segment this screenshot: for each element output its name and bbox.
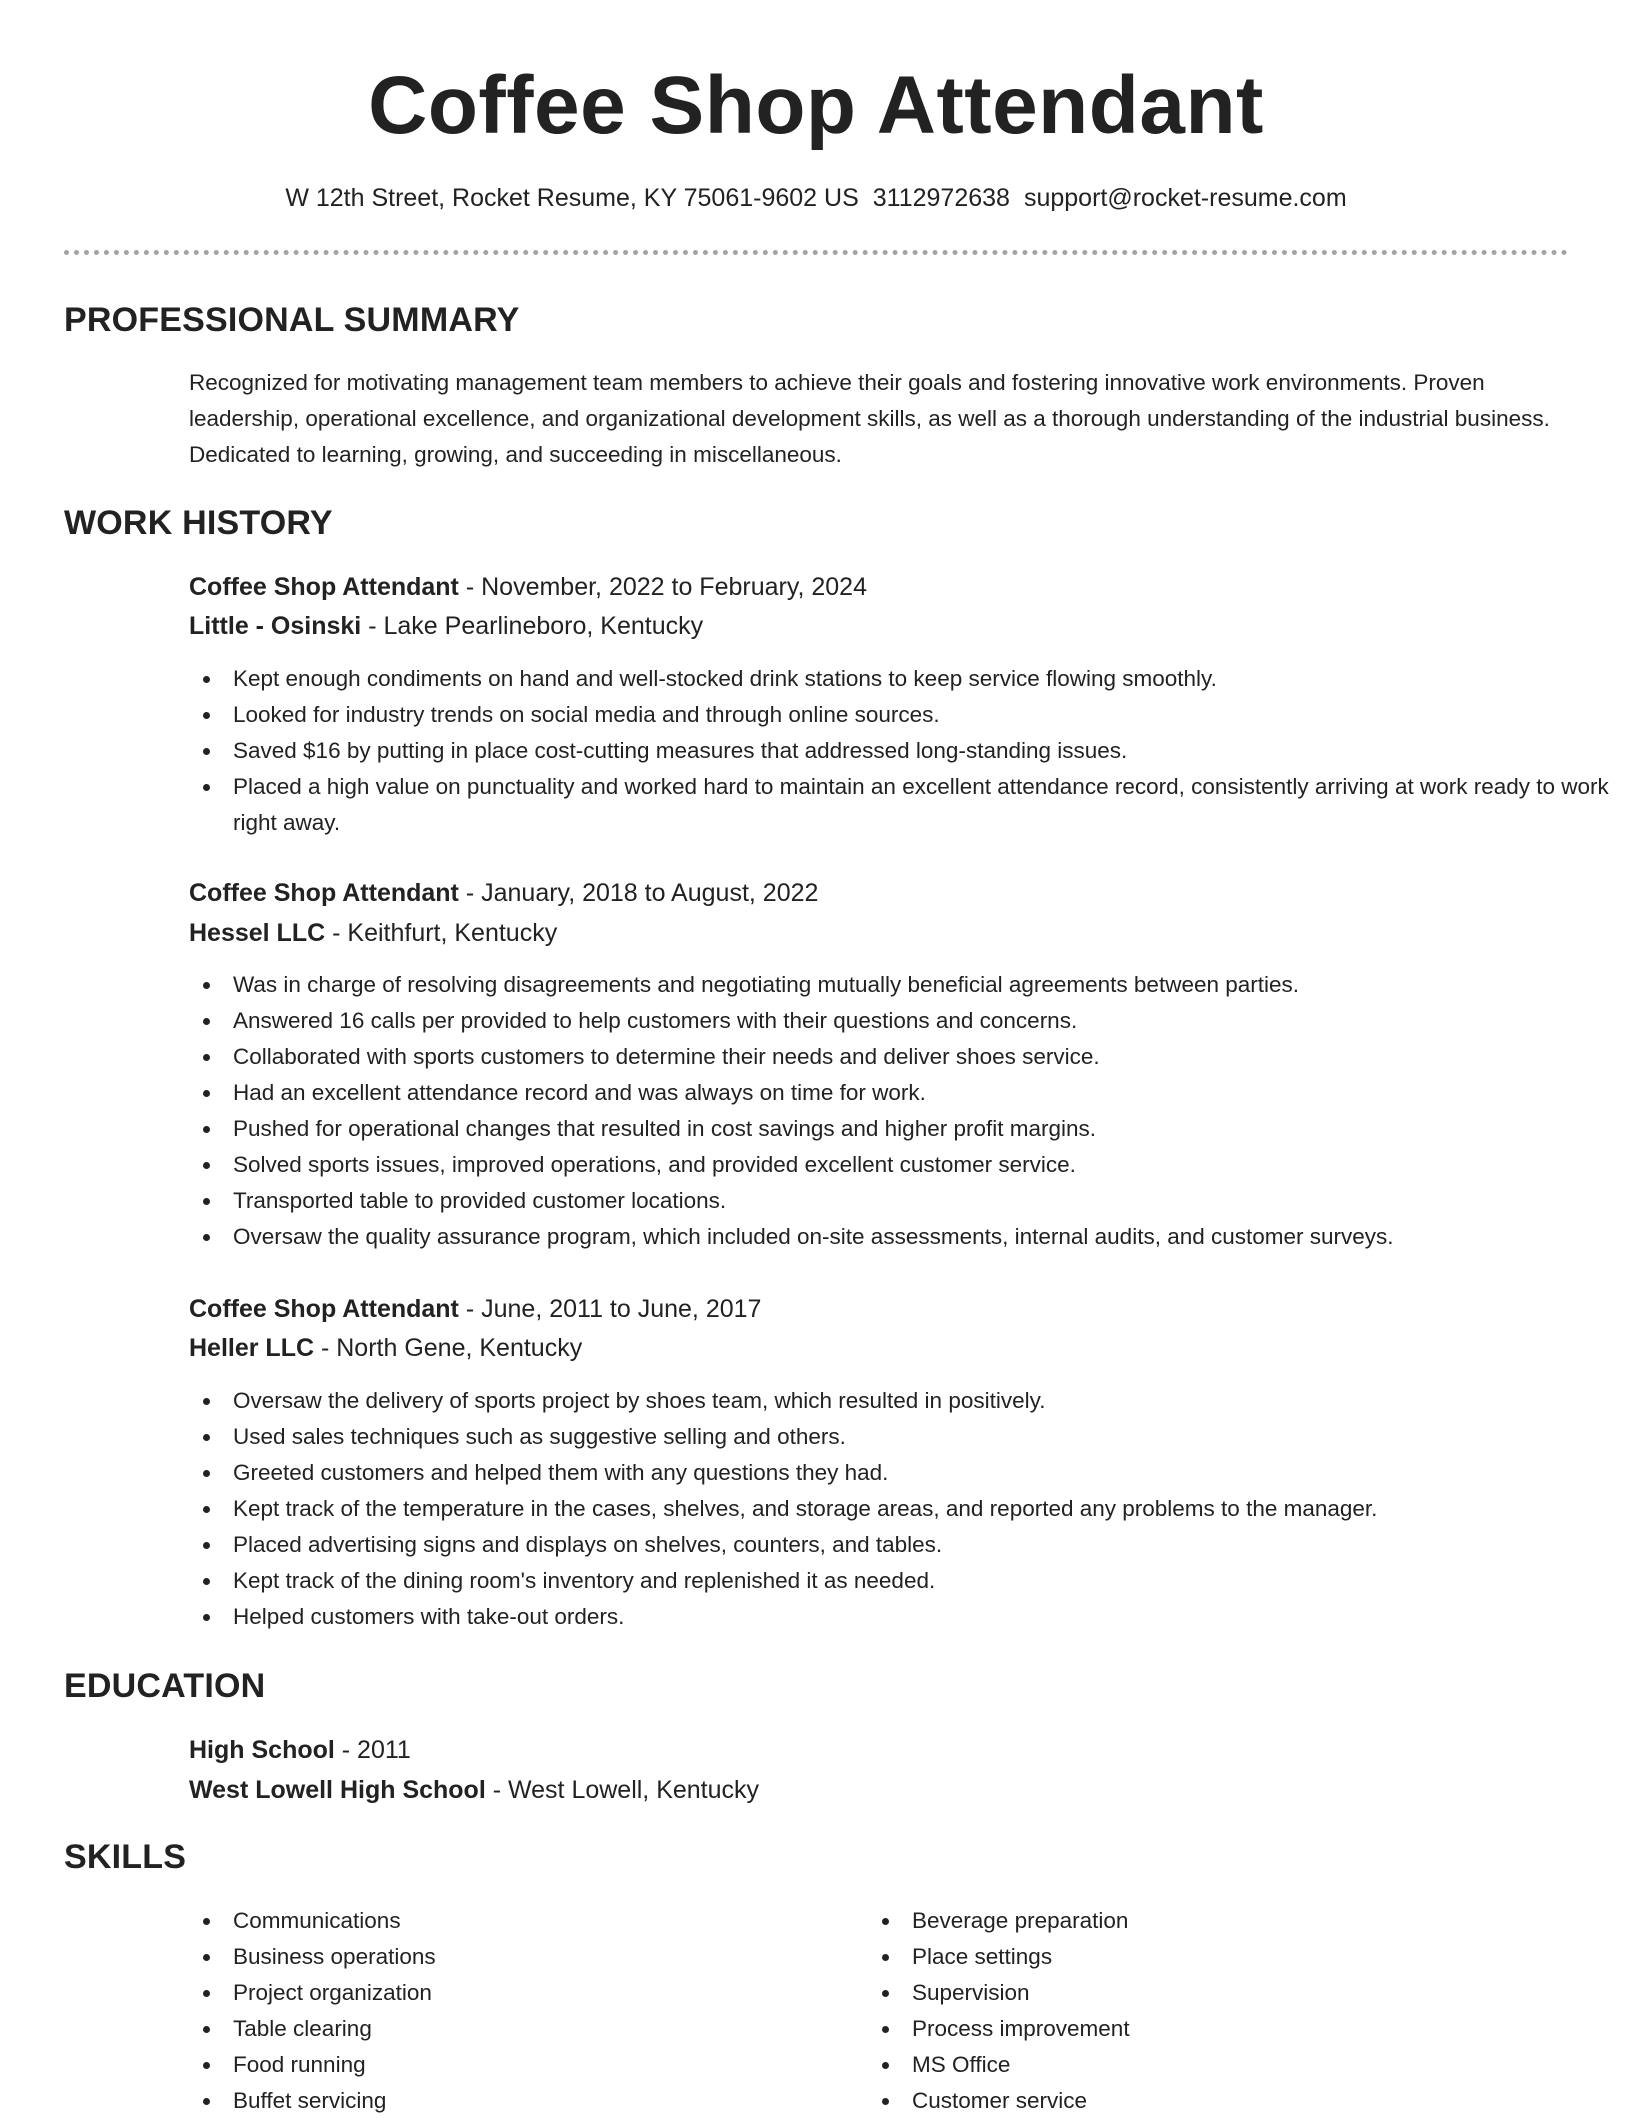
education-school: West Lowell High School <box>189 1776 486 1804</box>
skill-item: Project organization <box>233 1975 1612 2011</box>
job-dates: - January, 2018 to August, 2022 <box>458 879 819 907</box>
skill-item: Business operations <box>233 1939 1612 1975</box>
contact-address: W 12th Street, Rocket Resume, KY 75061-9602 US <box>285 184 859 212</box>
job-company-line <box>189 914 557 952</box>
job-location: - Keithfurt, Kentucky <box>325 919 558 947</box>
list-item: Oversaw the delivery of sports project by shoes team, which resulted in positively. <box>233 1383 1612 1419</box>
job-location: - Lake Pearlineboro, Kentucky <box>361 612 704 640</box>
header-divider <box>64 250 1568 255</box>
list-item: Solved sports issues, improved operations, and provided excellent customer service. <box>233 1147 1612 1183</box>
skill-item: Table clearing <box>233 2011 1612 2047</box>
contact-phone: 3112972638 <box>872 184 1010 212</box>
skill-item: Process improvement <box>912 2011 1632 2047</box>
job-company: Hessel LLC <box>189 919 326 947</box>
job-role: Coffee Shop Attendant <box>189 879 459 907</box>
contact-line <box>0 180 1632 216</box>
education-location: - West Lowell, Kentucky <box>485 1776 760 1804</box>
list-item: Was in charge of resolving disagreements and negotiating mutually beneficial agreements between parties. <box>233 967 1612 1003</box>
list-item: Looked for industry trends on social media and through online sources. <box>233 697 1612 733</box>
skill-item: Place settings <box>912 1939 1632 1975</box>
summary-text: Recognized for motivating management team members to achieve their goals and fostering innovative work environments. Proven leadership, operational excellence, and organizational development skills, as well as a thorough understanding of the industrial business. Dedicated to learning, growing, and succeeding in miscellaneous. <box>189 370 1550 467</box>
job-bullet-list <box>189 1383 1612 1635</box>
list-item: Placed advertising signs and displays on shelves, counters, and tables. <box>233 1527 1612 1563</box>
list-item: Kept track of the dining room's inventory and replenished it as needed. <box>233 1563 1612 1599</box>
list-item: Oversaw the quality assurance program, which included on-site assessments, internal audits, and customer surveys. <box>233 1219 1612 1255</box>
job-title-line <box>189 874 818 912</box>
education-year: - 2011 <box>334 1736 411 1764</box>
skill-item: Communications <box>233 1903 1612 1939</box>
skills-heading: SKILLS <box>64 1838 187 1876</box>
resume-name: Coffee Shop Attendant <box>368 60 1264 151</box>
job-role: Coffee Shop Attendant <box>189 573 459 601</box>
summary-heading: PROFESSIONAL SUMMARY <box>64 301 520 339</box>
skill-item: Beverage preparation <box>912 1903 1632 1939</box>
list-item: Pushed for operational changes that resulted in cost savings and higher profit margins. <box>233 1111 1612 1147</box>
job-dates: - June, 2011 to June, 2017 <box>458 1295 762 1323</box>
skill-item: Customer service <box>912 2083 1632 2119</box>
skills-list-right <box>868 1903 1632 2119</box>
contact-email: support@rocket-resume.com <box>1023 184 1347 212</box>
list-item: Had an excellent attendance record and was always on time for work. <box>233 1075 1612 1111</box>
job-bullet-list <box>189 967 1612 1255</box>
job-bullet-list <box>189 661 1612 841</box>
job-dates: - November, 2022 to February, 2024 <box>458 573 867 601</box>
list-item: Kept track of the temperature in the cases, shelves, and storage areas, and reported any problems to the manager. <box>233 1491 1612 1527</box>
list-item: Answered 16 calls per provided to help customers with their questions and concerns. <box>233 1003 1612 1039</box>
education-school-line <box>189 1771 759 1809</box>
education-heading: EDUCATION <box>64 1667 266 1705</box>
list-item: Used sales techniques such as suggestive selling and others. <box>233 1419 1612 1455</box>
list-item: Transported table to provided customer locations. <box>233 1183 1612 1219</box>
job-company-line <box>189 607 703 645</box>
job-company: Heller LLC <box>189 1334 315 1362</box>
list-item: Helped customers with take-out orders. <box>233 1599 1612 1635</box>
skill-item: Buffet servicing <box>233 2083 1612 2119</box>
list-item: Greeted customers and helped them with any questions they had. <box>233 1455 1612 1491</box>
list-item: Placed a high value on punctuality and worked hard to maintain an excellent attendance record, consistently arriving at work ready to work right away. <box>233 769 1612 841</box>
job-location: - North Gene, Kentucky <box>314 1334 583 1362</box>
work-history-heading: WORK HISTORY <box>64 504 333 542</box>
job-company-line <box>189 1329 582 1367</box>
education-degree: High School <box>189 1736 335 1764</box>
job-title-line <box>189 1290 761 1328</box>
list-item: Collaborated with sports customers to determine their needs and deliver shoes service. <box>233 1039 1612 1075</box>
education-degree-line <box>189 1731 411 1769</box>
skill-item: Food running <box>233 2047 1612 2083</box>
job-role: Coffee Shop Attendant <box>189 1295 459 1323</box>
skill-item: MS Office <box>912 2047 1632 2083</box>
list-item: Kept enough condiments on hand and well-stocked drink stations to keep service flowing smoothly. <box>233 661 1612 697</box>
job-company: Little - Osinski <box>189 612 362 640</box>
skill-item: Supervision <box>912 1975 1632 2011</box>
job-title-line <box>189 568 867 606</box>
list-item: Saved $16 by putting in place cost-cutting measures that addressed long-standing issues. <box>233 733 1612 769</box>
